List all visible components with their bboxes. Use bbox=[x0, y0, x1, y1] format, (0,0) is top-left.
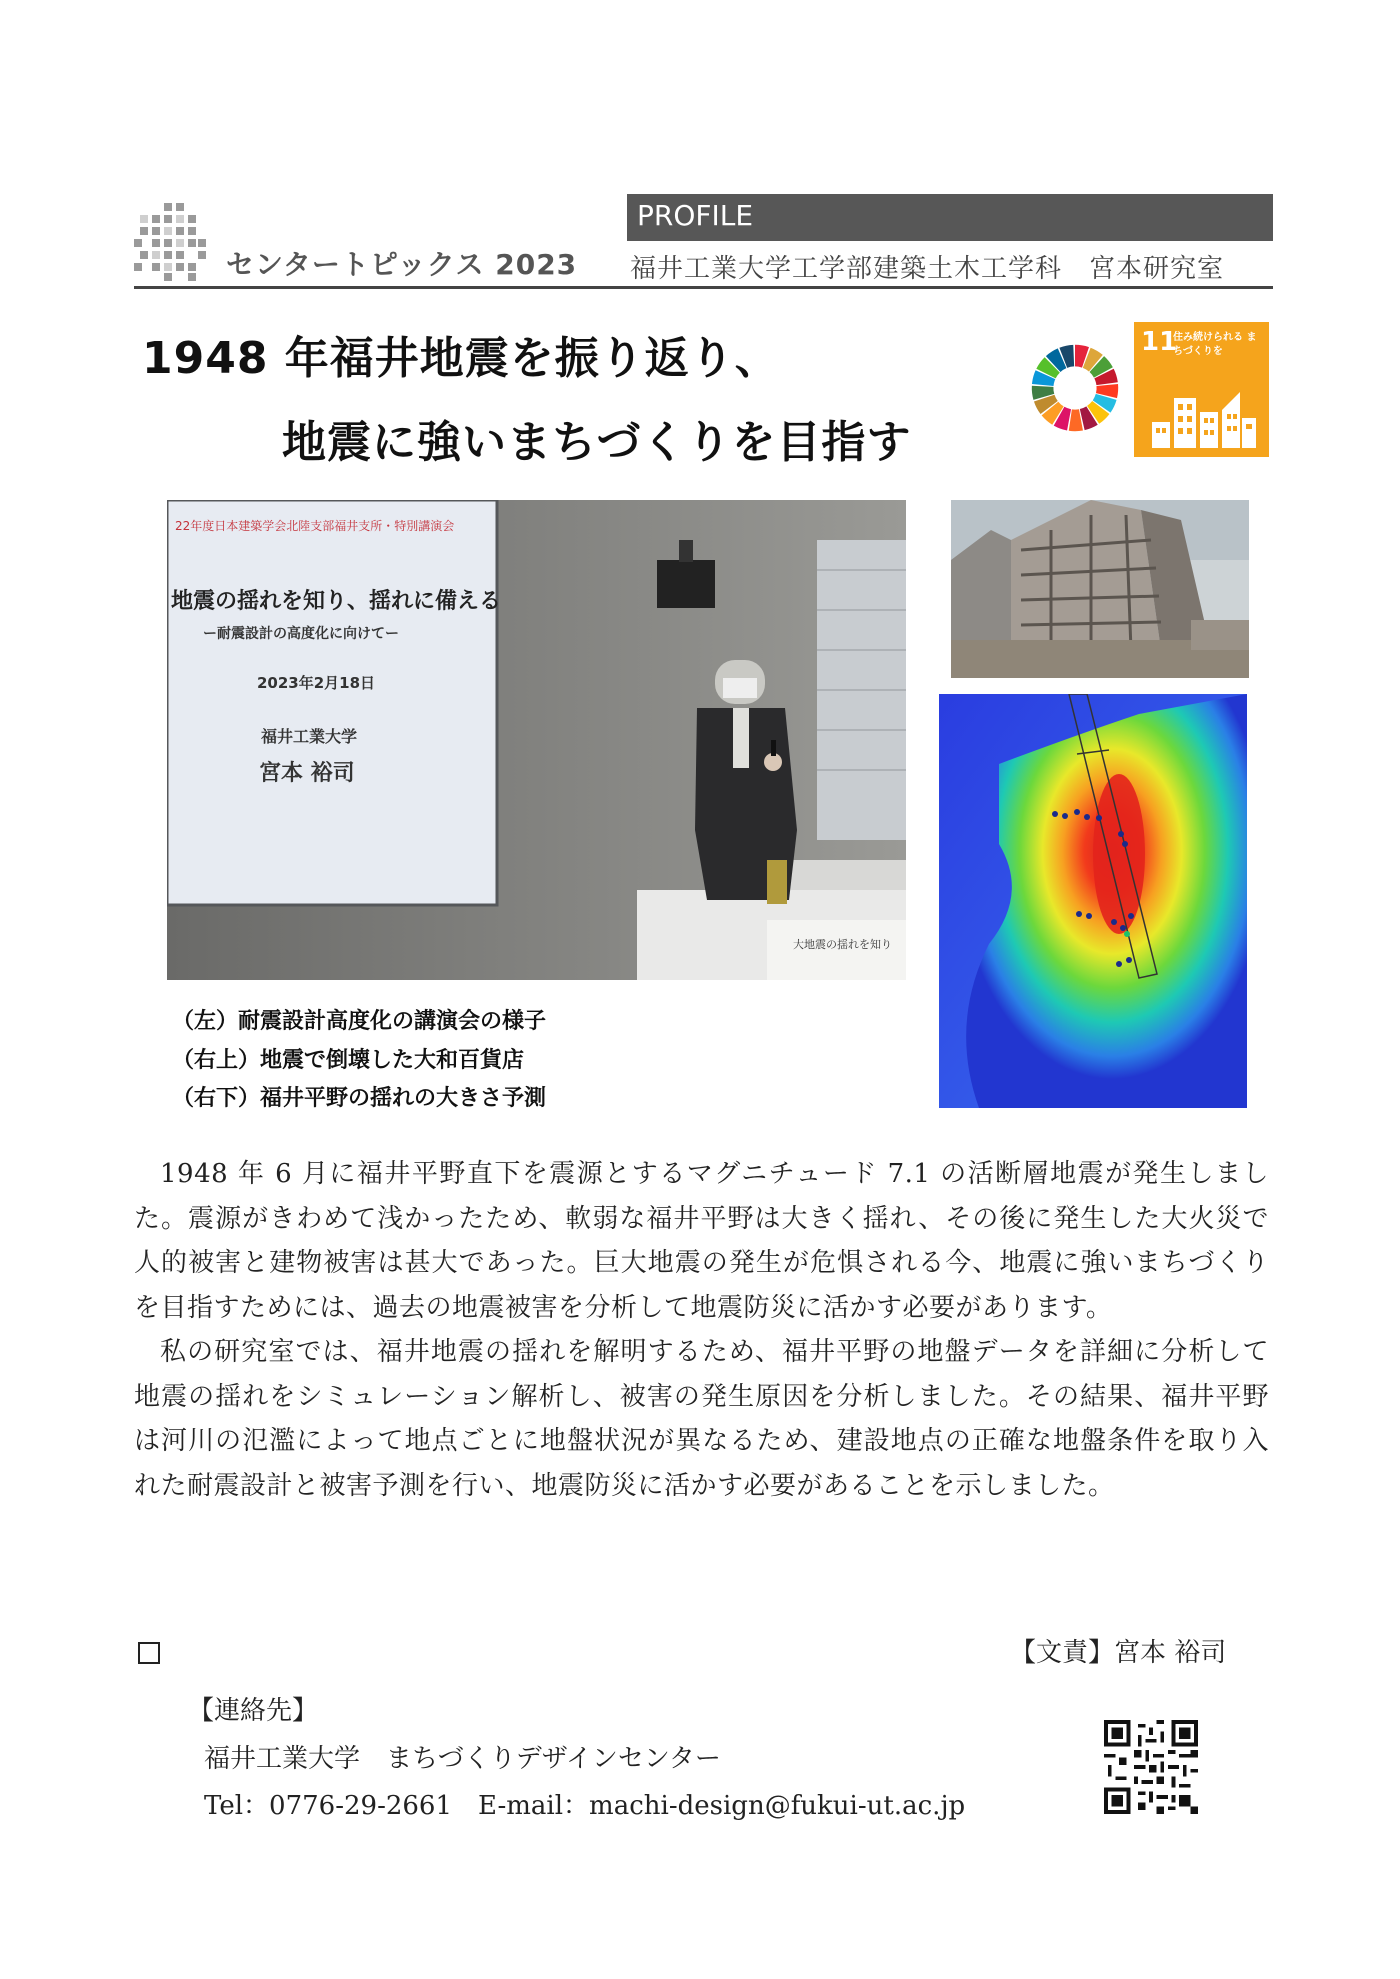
sdg-goal-number: 11 bbox=[1141, 327, 1178, 357]
lecture-photo bbox=[167, 500, 906, 980]
header-divider bbox=[134, 286, 1273, 289]
desk-sign-text: 大地震の揺れを知り bbox=[793, 938, 892, 951]
lab-name: 福井工業大学工学部建築土木工学科 宮本研究室 bbox=[630, 254, 1225, 284]
sdg-goal-text: 住み続けられる まちづくりを bbox=[1173, 332, 1257, 357]
caption-right-upper: （右上）地震で倒壊した大和百貨店 bbox=[172, 1048, 525, 1073]
page-title-line1: 1948 年福井地震を振り返り、 bbox=[142, 333, 780, 384]
contact-heading: 【連絡先】 bbox=[188, 1696, 319, 1726]
center-topics-label: センタートピックス 2023 bbox=[226, 248, 578, 281]
collapsed-department-store-photo bbox=[951, 500, 1249, 678]
checkbox bbox=[138, 1642, 160, 1664]
slide-org: 福井工業大学 bbox=[261, 727, 358, 746]
city-buildings-icon bbox=[1148, 378, 1258, 450]
slide-speaker: 宮本 裕司 bbox=[259, 761, 355, 786]
caption-right-lower: （右下）福井平野の揺れの大きさ予測 bbox=[172, 1086, 547, 1111]
profile-label: PROFILE bbox=[637, 199, 754, 232]
article-body bbox=[134, 1152, 1269, 1508]
body-paragraph: 私の研究室では、福井地震の揺れを解明するため、福井平野の地盤データを詳細に分析して地震の揺れをシミュレーション解析し、被害の発生原因を分析しました。その結果、福井平野は河川の氾濫によって地点ごとに地盤状況が異なるため、建設地点の正確な地盤条件を取り入れた耐震設計と被害予測を行い、地震防災に活かす必要があることを示しました。 bbox=[134, 1337, 1269, 1501]
page-title-line2: 地震に強いまちづくりを目指す bbox=[282, 417, 912, 468]
contact-tel-email: Tel：0776-29-2661 E-mail：machi-design@fukui-ut.ac.jp bbox=[204, 1791, 966, 1821]
center-logo bbox=[134, 203, 206, 281]
slide-subtitle: ー耐震設計の高度化に向けてー bbox=[203, 626, 399, 642]
slide-main-title: 地震の揺れを知り、揺れに備える bbox=[171, 589, 502, 614]
sdg-wheel-icon bbox=[1030, 343, 1120, 433]
slide-date: 2023年2月18日 bbox=[257, 674, 376, 692]
author-credit: 【文責】宮本 裕司 bbox=[1010, 1638, 1227, 1668]
body-paragraph: 1948 年 6 月に福井平野直下を震源とするマグニチュード 7.1 の活断層地震が発生しました。震源がきわめて浅かったため、軟弱な福井平野は大きく揺れ、その後に発生した大火災で人的被害と建物被害は甚大であった。巨大地震の発生が危惧される今、地震に強いまちづくりを目指すためには、過去の地震被害を分析して地震防災に活かす必要があります。 bbox=[134, 1159, 1269, 1323]
contact-org: 福井工業大学 まちづくりデザインセンター bbox=[204, 1744, 721, 1774]
shaking-intensity-map bbox=[939, 694, 1247, 1108]
slide-event-title: 22年度日本建築学会北陸支部福井支所・特別講演会 bbox=[175, 519, 455, 533]
qr-code-icon bbox=[1104, 1720, 1198, 1814]
caption-left: （左）耐震設計高度化の講演会の様子 bbox=[172, 1009, 547, 1034]
